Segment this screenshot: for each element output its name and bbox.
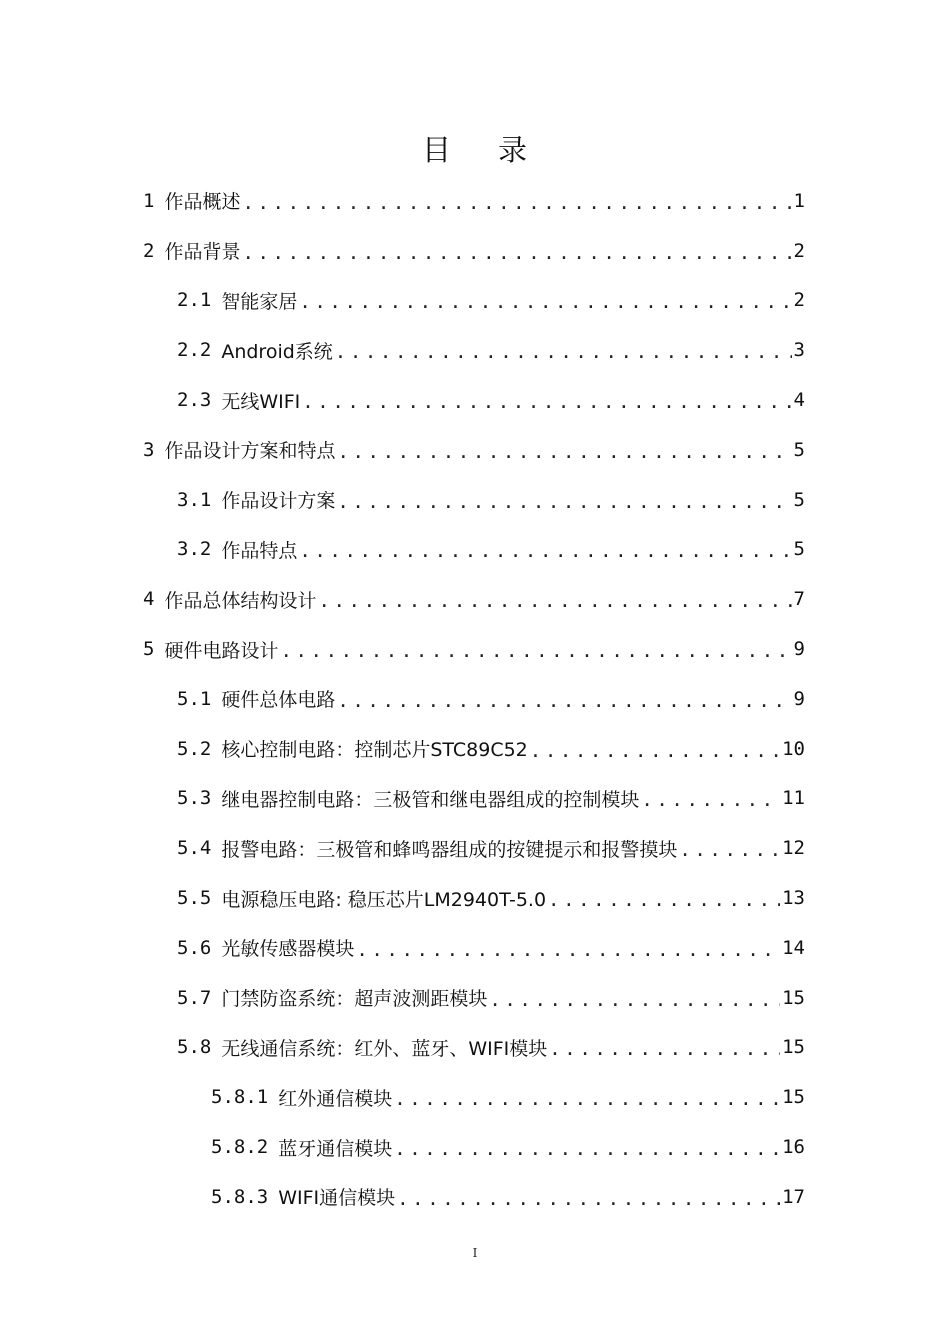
toc-entry-title: 无线通信系统：红外、蓝牙、WIFI模块 [221, 1037, 548, 1060]
toc-entry-page: 15 [782, 1086, 805, 1109]
toc-entry-page: 2 [793, 239, 805, 262]
toc-entry-number: 5 [143, 638, 155, 661]
toc-entry-page: 5 [793, 438, 805, 461]
toc-dot-leader [641, 789, 780, 811]
toc-dot-leader [242, 192, 791, 214]
toc-dot-leader [489, 989, 780, 1011]
toc-entry-number: 2.1 [177, 289, 212, 312]
toc-entry-number: 5.3 [177, 787, 212, 810]
table-of-contents [0, 176, 950, 1222]
toc-entry-page: 15 [782, 986, 805, 1009]
toc-entry[interactable] [177, 973, 805, 1023]
toc-entry-number: 2 [143, 239, 155, 262]
toc-dot-leader [299, 291, 791, 313]
toc-entry-page: 2 [793, 289, 805, 312]
toc-dot-leader [337, 491, 791, 513]
toc-entry-number: 5.6 [177, 936, 212, 959]
toc-entry-title: 作品概述 [164, 191, 241, 214]
toc-entry[interactable] [177, 525, 805, 575]
toc-entry[interactable] [177, 774, 805, 824]
toc-dot-leader [318, 590, 791, 612]
toc-entry-page: 15 [782, 1036, 805, 1059]
toc-entry-title: 门禁防盗系统：超声波测距模块 [221, 988, 488, 1011]
toc-dot-leader [337, 690, 791, 712]
toc-entry[interactable] [177, 475, 805, 525]
toc-entry-page: 10 [782, 737, 805, 760]
toc-entry-page: 12 [782, 837, 805, 860]
page-number-footer: I [472, 1246, 478, 1260]
toc-entry-page: 7 [793, 588, 805, 611]
toc-dot-leader [280, 640, 791, 662]
toc-entry[interactable] [177, 674, 805, 724]
toc-entry[interactable] [143, 226, 805, 276]
toc-entry-number: 5.7 [177, 986, 212, 1009]
toc-entry-number: 4 [143, 588, 155, 611]
toc-entry[interactable] [143, 425, 805, 475]
toc-dot-leader [302, 391, 791, 413]
toc-dot-leader [337, 441, 791, 463]
toc-entry-title: 作品总体结构设计 [164, 589, 317, 612]
toc-entry[interactable] [177, 375, 805, 425]
toc-entry-title: 硬件电路设计 [164, 639, 279, 662]
title-char-2: 录 [498, 133, 529, 167]
toc-entry-page: 13 [782, 887, 805, 910]
toc-entry-title: 光敏传感器模块 [221, 938, 355, 961]
toc-entry-number: 5.8.3 [211, 1185, 269, 1208]
toc-dot-leader [394, 1138, 780, 1160]
toc-entry-page: 17 [782, 1185, 805, 1208]
toc-entry-number: 5.2 [177, 737, 212, 760]
toc-entry-page: 4 [793, 389, 805, 412]
title-char-1: 目 [421, 133, 452, 167]
toc-entry-title: 智能家居 [221, 290, 298, 313]
toc-entry-page: 9 [793, 687, 805, 710]
toc-entry[interactable] [211, 1072, 805, 1122]
toc-entry-number: 2.3 [177, 389, 212, 412]
toc-entry-number: 5.4 [177, 837, 212, 860]
toc-entry[interactable] [177, 325, 805, 375]
toc-dot-leader [356, 939, 780, 961]
toc-entry-page: 5 [793, 538, 805, 561]
toc-entry[interactable] [177, 873, 805, 923]
toc-dot-leader [397, 1188, 780, 1210]
toc-entry-title: 作品设计方案 [221, 490, 336, 513]
page-title [0, 128, 950, 172]
toc-entry-title: Android系统 [221, 340, 333, 363]
toc-entry-number: 1 [143, 189, 155, 212]
toc-dot-leader [242, 242, 791, 264]
toc-entry-page: 11 [782, 787, 805, 810]
toc-dot-leader [299, 540, 791, 562]
toc-entry-title: 电源稳压电路: 稳压芯片LM2940T-5.0 [221, 888, 547, 911]
toc-entry-title: 作品背景 [164, 241, 241, 264]
toc-entry[interactable] [143, 574, 805, 624]
toc-entry-page: 14 [782, 936, 805, 959]
toc-entry-number: 2.2 [177, 339, 212, 362]
toc-entry-number: 5.5 [177, 887, 212, 910]
toc-entry[interactable] [177, 1023, 805, 1073]
toc-entry-page: 1 [793, 189, 805, 212]
toc-entry[interactable] [177, 823, 805, 873]
toc-entry[interactable] [143, 176, 805, 226]
toc-dot-leader [530, 740, 780, 762]
toc-entry-number: 3 [143, 438, 155, 461]
toc-entry-title: 作品设计方案和特点 [164, 440, 336, 463]
toc-entry-title: 核心控制电路：控制芯片STC89C52 [221, 739, 528, 762]
toc-dot-leader [548, 889, 780, 911]
toc-entry-title: 继电器控制电路：三极管和继电器组成的控制模块 [221, 788, 640, 811]
toc-entry[interactable] [211, 1172, 805, 1222]
toc-entry-page: 9 [793, 638, 805, 661]
toc-entry[interactable] [143, 624, 805, 674]
toc-entry[interactable] [177, 724, 805, 774]
toc-entry-number: 3.2 [177, 538, 212, 561]
toc-entry[interactable] [177, 923, 805, 973]
toc-dot-leader [549, 1038, 780, 1060]
toc-entry-number: 5.8.2 [211, 1136, 269, 1159]
toc-entry-title: 作品特点 [221, 539, 298, 562]
toc-entry-number: 5.8 [177, 1036, 212, 1059]
toc-entry-number: 5.1 [177, 687, 212, 710]
toc-entry[interactable] [211, 1122, 805, 1172]
toc-entry-title: 报警电路：三极管和蜂鸣器组成的按键提示和报警摸块 [221, 838, 678, 861]
toc-entry-page: 16 [782, 1136, 805, 1159]
toc-entry-title: 蓝牙通信模块 [278, 1137, 393, 1160]
toc-entry-title: 硬件总体电路 [221, 689, 336, 712]
toc-entry-title: WIFI通信模块 [278, 1187, 396, 1210]
toc-entry[interactable] [177, 276, 805, 326]
toc-entry-page: 3 [793, 339, 805, 362]
toc-entry-title: 红外通信模块 [278, 1087, 393, 1110]
toc-dot-leader [679, 839, 780, 861]
toc-entry-number: 3.1 [177, 488, 212, 511]
toc-entry-title: 无线WIFI [221, 390, 301, 413]
toc-entry-number: 5.8.1 [211, 1086, 269, 1109]
toc-dot-leader [394, 1088, 780, 1110]
toc-entry-page: 5 [793, 488, 805, 511]
toc-dot-leader [335, 341, 792, 363]
